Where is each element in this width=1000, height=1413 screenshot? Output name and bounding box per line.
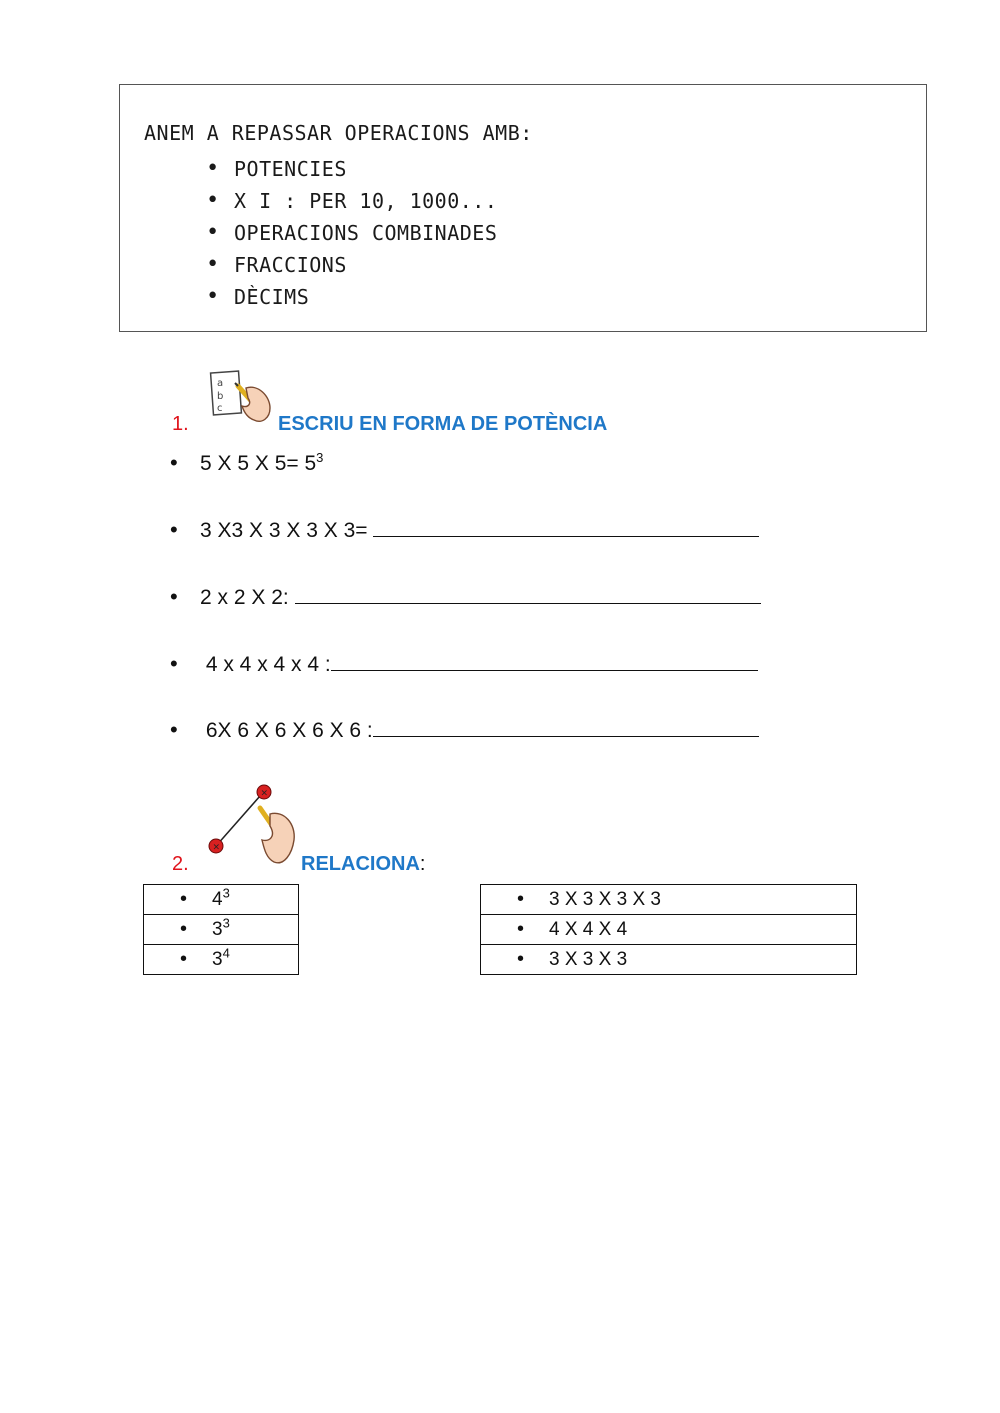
power-cell[interactable]: [144, 885, 299, 915]
section1-title: ESCRIU EN FORMA DE POTÈNCIA: [278, 413, 608, 435]
answer-blank[interactable]: [373, 516, 759, 537]
table-row: [144, 915, 299, 945]
writing-abc-icon: [208, 368, 274, 428]
intro-list: [206, 153, 497, 313]
power-exponent: 4: [222, 945, 230, 961]
section2-colon: :: [419, 853, 426, 875]
table-row: [144, 945, 299, 975]
svg-text:×: ×: [260, 788, 269, 799]
products-table: [480, 884, 857, 975]
section2-title: [301, 853, 425, 876]
intro-item: • DÈCIMS: [206, 281, 497, 313]
intro-item: • FRACCIONS: [206, 249, 497, 281]
exercise-text: 2 x 2 X 2:: [200, 586, 295, 609]
product-text: 3 X 3 X 3 X 3: [549, 889, 661, 910]
bullet-icon: •: [180, 888, 188, 910]
section2-number: 2.: [172, 853, 189, 875]
power-base: 3: [212, 919, 223, 940]
exercise-text: 6X 6 X 6 X 6 X 6 :: [200, 719, 373, 742]
example-text: 5 X 5 X 5= 5: [200, 452, 317, 475]
exercise-item: [170, 716, 759, 743]
intro-box: [119, 84, 927, 332]
example-item: [170, 450, 323, 476]
intro-item: • X I : PER 10, 1000...: [206, 185, 497, 217]
table-row: [481, 945, 857, 975]
example-exponent: 3: [316, 450, 324, 465]
intro-item: • POTENCIES: [206, 153, 497, 185]
answer-blank[interactable]: [295, 583, 761, 604]
exercise-text: 4 x 4 x 4 x 4 :: [200, 653, 331, 676]
svg-text:c: c: [217, 403, 223, 414]
svg-text:×: ×: [212, 842, 221, 853]
answer-blank[interactable]: [331, 650, 758, 671]
product-cell[interactable]: [481, 945, 857, 975]
answer-blank[interactable]: [373, 716, 759, 737]
bullet-icon: •: [170, 584, 178, 609]
exercise-item: [170, 516, 759, 543]
product-text: 3 X 3 X 3: [549, 949, 628, 970]
bullet-icon: •: [517, 948, 525, 970]
section1-number: 1.: [172, 413, 189, 435]
match-lines-icon: [200, 778, 300, 870]
product-text: 4 X 4 X 4: [549, 919, 628, 940]
bullet-icon: •: [170, 717, 178, 742]
power-exponent: 3: [222, 885, 230, 901]
power-cell[interactable]: [144, 945, 299, 975]
exercise-text: 3 X3 X 3 X 3 X 3=: [200, 519, 374, 542]
svg-text:a: a: [217, 378, 224, 389]
bullet-icon: •: [517, 918, 525, 940]
bullet-icon: •: [180, 948, 188, 970]
power-exponent: 3: [222, 915, 230, 931]
product-cell[interactable]: [481, 885, 857, 915]
intro-item: • OPERACIONS COMBINADES: [206, 217, 497, 249]
product-cell[interactable]: [481, 915, 857, 945]
table-row: [481, 915, 857, 945]
table-row: [481, 885, 857, 915]
exercise-item: [170, 650, 758, 677]
bullet-icon: •: [170, 651, 178, 676]
exercise-item: [170, 583, 761, 610]
svg-text:b: b: [217, 391, 224, 402]
bullet-icon: •: [517, 888, 525, 910]
bullet-icon: •: [170, 517, 178, 542]
bullet-icon: •: [180, 918, 188, 940]
powers-table: [143, 884, 299, 975]
power-base: 4: [212, 889, 223, 910]
table-row: [144, 885, 299, 915]
bullet-icon: •: [170, 450, 178, 475]
section2-title-text: RELACIONA: [301, 853, 420, 875]
power-base: 3: [212, 949, 223, 970]
power-cell[interactable]: [144, 915, 299, 945]
intro-title: ANEM A REPASSAR OPERACIONS AMB:: [144, 121, 533, 145]
